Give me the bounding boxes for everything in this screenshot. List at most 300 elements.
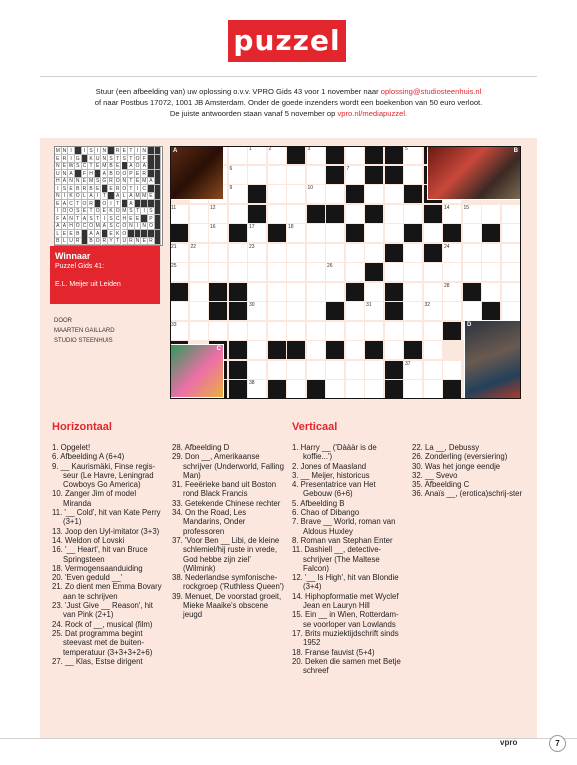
grid-cell[interactable] [502, 283, 520, 301]
solution-cell [155, 237, 162, 245]
solution-cell: C [142, 185, 147, 192]
solution-cell: E [102, 207, 109, 215]
solution-cell: N [55, 163, 60, 169]
grid-cell[interactable] [463, 205, 481, 223]
grid-cell[interactable] [346, 244, 364, 262]
black-cell [326, 341, 344, 359]
solution-cell: O [69, 208, 74, 214]
solution-cell: L [55, 230, 62, 238]
clue-number: 32 [424, 302, 431, 308]
grid-cell[interactable] [502, 263, 520, 281]
grid-cell[interactable] [268, 322, 286, 340]
solution-cell: L [82, 192, 89, 200]
grid-cell[interactable] [502, 224, 520, 242]
grid-cell[interactable] [443, 244, 461, 262]
black-cell [268, 341, 286, 359]
solution-cell: T [88, 207, 95, 215]
grid-cell[interactable] [502, 302, 520, 320]
intro-line-3: De juiste antwoorden staan vanaf 5 november op [169, 109, 338, 118]
solution-cell: T [128, 185, 135, 193]
solution-cell: K [115, 230, 122, 238]
grid-cell[interactable] [248, 224, 266, 242]
grid-cell[interactable] [424, 380, 442, 398]
grid-cell[interactable] [248, 341, 266, 359]
grid-cell[interactable] [443, 361, 461, 379]
grid-cell[interactable] [365, 244, 383, 262]
grid-cell[interactable] [268, 361, 286, 379]
grid-cell[interactable] [482, 263, 500, 281]
clue: 16. '__ Heart', hit van Bruce Springsteen [52, 545, 148, 564]
solution-cell: A [62, 177, 69, 185]
grid-cell[interactable] [346, 166, 364, 184]
solution-cell: E [95, 162, 102, 170]
grid-cell[interactable] [463, 302, 481, 320]
clue: 20. Deken die samen met Betje schreef [292, 656, 401, 676]
solution-cell: E [82, 207, 89, 215]
grid-cell[interactable] [443, 205, 461, 223]
grid-cell[interactable] [346, 205, 364, 223]
grid-cell[interactable] [248, 283, 266, 301]
grid-cell[interactable] [287, 380, 305, 398]
grid-cell[interactable] [424, 224, 442, 242]
solution-cell: A [128, 192, 135, 200]
clue-number: 1 [249, 146, 252, 152]
grid-cell[interactable] [229, 146, 247, 164]
solution-cell: O [122, 170, 127, 177]
black-cell [229, 224, 247, 242]
solution-cell: R [75, 238, 80, 244]
black-cell [365, 263, 383, 281]
clue: 14. Hiphopformatie met Wyclef Jean en Lauryn Hill [292, 591, 399, 611]
solution-cell: W [68, 163, 74, 169]
grid-cell[interactable] [404, 302, 422, 320]
grid-cell[interactable] [170, 302, 188, 320]
black-cell [443, 380, 461, 398]
grid-cell[interactable] [268, 166, 286, 184]
grid-cell[interactable] [307, 341, 325, 359]
winner-name: E.L. Meijer uit Leiden [55, 281, 121, 288]
grid-cell[interactable] [307, 166, 325, 184]
clue: 28. Afbeelding D [172, 443, 230, 452]
grid-cell[interactable] [463, 244, 481, 262]
clue-number: 17 [249, 224, 255, 230]
grid-cell[interactable] [385, 185, 403, 203]
grid-cell[interactable] [287, 185, 305, 203]
solution-cell: M [55, 148, 60, 154]
solution-cell: O [95, 208, 100, 214]
black-cell [209, 302, 227, 320]
grid-cell[interactable] [190, 205, 208, 223]
black-cell [229, 283, 247, 301]
grid-cell[interactable] [326, 283, 344, 301]
solution-cell: H [89, 170, 93, 177]
clue: 18. Vermogensaanduiding [52, 563, 143, 573]
grid-cell[interactable] [287, 224, 305, 242]
solution-cell: N [69, 215, 73, 222]
solution-cell: H [69, 223, 73, 229]
clue: 23. 'Just Give __ Reason', hit van Pink (2+1) [52, 601, 153, 620]
grid-cell[interactable] [404, 322, 422, 340]
grid-cell[interactable] [307, 146, 325, 164]
solution-cell: A [82, 215, 89, 223]
credits-studio: STUDIO STEENHUIS [54, 338, 113, 344]
grid-cell[interactable] [326, 185, 344, 203]
solution-cell: T [75, 200, 82, 208]
horizontal-clues-col-2 [172, 443, 284, 620]
grid-cell[interactable] [404, 263, 422, 281]
black-cell [404, 341, 422, 359]
grid-cell[interactable] [365, 185, 383, 203]
solution-cell: N [69, 178, 73, 184]
clue-number: 5 [405, 146, 408, 152]
grid-cell[interactable] [404, 283, 422, 301]
grid-cell[interactable] [365, 361, 383, 379]
solution-cell: F [141, 155, 148, 163]
vertical-heading: Verticaal [292, 421, 338, 433]
grid-cell[interactable] [404, 380, 422, 398]
grid-cell[interactable] [424, 361, 442, 379]
grid-cell[interactable] [248, 244, 266, 262]
clue: 13. Joop den Uyl-imitator (3+3) [52, 526, 160, 536]
grid-cell[interactable] [346, 302, 364, 320]
header-divider [40, 76, 537, 77]
solution-cell: T [115, 155, 122, 163]
solution-cell: C [82, 163, 87, 169]
black-cell [365, 146, 383, 164]
winner-box [50, 246, 160, 304]
solution-cell: A [68, 170, 75, 178]
solution-cell: E [68, 230, 75, 238]
grid-cell[interactable] [443, 302, 461, 320]
grid-cell[interactable] [502, 205, 520, 223]
grid-cell[interactable] [229, 263, 247, 281]
grid-cell[interactable] [209, 205, 227, 223]
clue-number: 31 [366, 302, 372, 308]
grid-cell[interactable] [190, 244, 208, 262]
solution-cell: E [95, 185, 102, 193]
solution-cell: O [102, 200, 107, 207]
grid-cell[interactable] [346, 361, 364, 379]
solution-cell: R [62, 155, 67, 162]
grid-cell[interactable] [229, 322, 247, 340]
solution-cell: I [82, 147, 89, 155]
solution-cell: N [135, 238, 140, 244]
grid-cell[interactable] [190, 283, 208, 301]
solution-cell: E [55, 155, 62, 163]
grid-cell[interactable] [170, 263, 188, 281]
black-cell [268, 224, 286, 242]
black-cell [482, 302, 500, 320]
grid-cell[interactable] [346, 322, 364, 340]
grid-cell[interactable] [229, 205, 247, 223]
solution-cell: R [129, 238, 133, 244]
grid-cell[interactable] [424, 322, 442, 340]
grid-cell[interactable] [404, 205, 422, 223]
solution-cell: C [115, 223, 120, 229]
clue-number: 15 [463, 204, 470, 211]
solution-cell: G [102, 178, 107, 184]
grid-cell[interactable] [326, 263, 344, 281]
grid-cell[interactable] [190, 322, 208, 340]
solution-cell: R [109, 178, 113, 184]
winner-title: Winnaar [55, 251, 91, 261]
solution-cell: S [108, 155, 115, 163]
solution-cell: E [141, 237, 148, 245]
grid-cell[interactable] [346, 380, 364, 398]
grid-cell[interactable] [346, 263, 364, 281]
solution-cell: I [102, 215, 109, 223]
solution-cell: H [122, 215, 127, 222]
grid-cell[interactable] [268, 205, 286, 223]
grid-cell[interactable] [346, 146, 364, 164]
grid-cell[interactable] [326, 322, 344, 340]
solution-cell: B [108, 162, 115, 170]
vertical-clues-col-2 [412, 443, 524, 499]
black-cell [463, 283, 481, 301]
solution-cell: R [82, 185, 87, 192]
solution-cell: A [62, 222, 69, 230]
grid-cell[interactable] [287, 283, 305, 301]
grid-cell[interactable] [170, 244, 188, 262]
grid-cell[interactable] [404, 166, 422, 184]
grid-cell[interactable] [385, 205, 403, 223]
solution-cell: A [102, 170, 109, 178]
grid-cell[interactable] [229, 244, 247, 262]
grid-cell[interactable] [287, 302, 305, 320]
grid-cell[interactable] [424, 263, 442, 281]
solution-cell: B [75, 185, 82, 193]
solution-cell: B [88, 185, 95, 193]
solution-link[interactable]: vpro.nl/mediapuzzel. [337, 109, 408, 118]
clue-number: 12 [210, 204, 216, 211]
clue: 29. Don __, Amerikaanse schrijver (Underworld, Falling Man) [172, 452, 284, 480]
grid-cell[interactable] [365, 380, 383, 398]
solution-cell: E [122, 147, 129, 155]
email-link[interactable]: oplossing@studiosteenhuis.nl [380, 87, 482, 96]
grid-cell[interactable] [307, 224, 325, 242]
solution-cell: T [88, 162, 95, 170]
solution-cell: E [82, 177, 89, 185]
grid-cell[interactable] [248, 322, 266, 340]
clue: 14. Weldon of Lovski [52, 535, 125, 545]
grid-cell[interactable] [268, 283, 286, 301]
clue-number: 30 [249, 302, 255, 308]
grid-cell[interactable] [307, 302, 325, 320]
grid-cell[interactable] [326, 380, 344, 398]
photo-a-label: A [173, 148, 178, 154]
grid-cell[interactable] [287, 205, 305, 223]
solution-cell: U [69, 238, 73, 244]
grid-cell[interactable] [482, 283, 500, 301]
black-cell [268, 380, 286, 398]
solution-cell: N [62, 148, 67, 154]
grid-cell[interactable] [268, 146, 286, 164]
grid-cell[interactable] [190, 263, 208, 281]
solution-cell: U [95, 155, 100, 162]
solution-cell: I [62, 192, 69, 200]
grid-cell[interactable] [209, 224, 227, 242]
solution-cell: S [128, 207, 135, 215]
grid-cell[interactable] [307, 244, 325, 262]
solution-cell: E [108, 185, 115, 193]
black-cell [385, 166, 403, 184]
photo-d [464, 320, 521, 399]
grid-cell[interactable] [248, 380, 266, 398]
grid-cell[interactable] [404, 361, 422, 379]
grid-cell[interactable] [248, 263, 266, 281]
clue: 37. 'Voor Ben __ Libi, de kleine schlemiel/hij ruste in vrede, God hebbe zijn ziel' (Wilmink) [172, 535, 280, 573]
grid-cell[interactable] [404, 244, 422, 262]
solution-cell: M [102, 163, 107, 169]
grid-cell[interactable] [287, 244, 305, 262]
grid-cell[interactable] [365, 302, 383, 320]
solution-cell: R [115, 148, 120, 154]
grid-cell[interactable] [170, 322, 188, 340]
solution-cell: O [75, 223, 80, 229]
grid-cell[interactable] [502, 244, 520, 262]
solution-cell: A [128, 200, 135, 208]
clue: 11. '__ Cold', hit van Kate Perry (3+1) [52, 508, 161, 527]
solution-cell: G [75, 155, 80, 162]
grid-cell[interactable] [404, 146, 422, 164]
solution-cell: M [142, 193, 147, 199]
solution-cell: M [95, 223, 100, 229]
clue-number: 9 [229, 185, 233, 191]
black-cell [346, 224, 364, 242]
grid-cell[interactable] [424, 302, 442, 320]
clue-number: 38 [249, 380, 255, 386]
grid-cell[interactable] [248, 302, 266, 320]
grid-cell[interactable] [482, 244, 500, 262]
solution-cell: M [88, 178, 94, 184]
solution-cell: Y [108, 237, 115, 245]
solution-cell: C [82, 223, 87, 229]
grid-cell[interactable] [365, 283, 383, 301]
clue-number: 7 [346, 165, 350, 172]
grid-cell[interactable] [326, 224, 344, 242]
grid-cell[interactable] [346, 341, 364, 359]
grid-cell[interactable] [248, 361, 266, 379]
grid-cell[interactable] [365, 224, 383, 242]
clue-number: 2 [268, 146, 272, 152]
solution-cell: H [55, 178, 60, 184]
black-cell [346, 283, 364, 301]
clue: 9. __ Kaurismäki, Finse regis-seur (Le Havre, Leningrad Cowboys Go America) [52, 461, 156, 490]
grid-cell[interactable] [326, 244, 344, 262]
solution-cell: A [55, 222, 62, 230]
grid-cell[interactable] [209, 263, 227, 281]
solution-cell: I [135, 185, 142, 193]
grid-cell[interactable] [190, 302, 208, 320]
solution-cell: I [135, 147, 142, 155]
grid-cell[interactable] [229, 166, 247, 184]
clue: 34. On the Road, Les Mandarins, Onder professoren [172, 508, 247, 536]
clue: 25. Dat programma begint steevast met de buiten-temperatuur (3+3+3+2+6) [52, 628, 153, 657]
black-cell [248, 185, 266, 203]
black-cell [307, 380, 325, 398]
grid-cell[interactable] [248, 166, 266, 184]
solution-cell: B [55, 237, 62, 245]
grid-cell[interactable] [385, 341, 403, 359]
grid-cell[interactable] [424, 283, 442, 301]
grid-cell[interactable] [365, 322, 383, 340]
black-cell [170, 224, 188, 242]
grid-cell[interactable] [463, 263, 481, 281]
solution-cell: O [115, 170, 120, 177]
grid-cell[interactable] [424, 341, 442, 359]
grid-cell[interactable] [190, 224, 208, 242]
grid-cell[interactable] [307, 185, 325, 203]
grid-cell[interactable] [170, 205, 188, 223]
grid-cell[interactable] [443, 283, 461, 301]
grid-cell[interactable] [385, 322, 403, 340]
grid-cell[interactable] [287, 361, 305, 379]
solution-cell: R [142, 170, 147, 177]
grid-cell[interactable] [307, 283, 325, 301]
grid-cell[interactable] [443, 263, 461, 281]
photo-b [427, 146, 521, 200]
grid-cell[interactable] [268, 244, 286, 262]
clue: 1. Harry __ ('Dàààr is de koffie...') [292, 443, 377, 462]
solution-cell: O [148, 223, 153, 229]
grid-cell[interactable] [326, 361, 344, 379]
clue-number: 22 [190, 243, 197, 250]
solution-cell: I [108, 200, 115, 208]
clue: 2. Jones of Maasland [292, 461, 367, 471]
grid-cell[interactable] [287, 322, 305, 340]
clue-number: 18 [288, 224, 294, 230]
solution-cell: T [128, 147, 135, 155]
solution-cell: I [55, 185, 62, 193]
black-cell [209, 283, 227, 301]
grid-cell[interactable] [209, 322, 227, 340]
grid-cell[interactable] [229, 185, 247, 203]
clue-number: 11 [171, 204, 177, 211]
grid-cell[interactable] [287, 263, 305, 281]
black-cell [482, 224, 500, 242]
grid-cell[interactable] [268, 263, 286, 281]
clue: 32. __ Svevo [412, 470, 458, 480]
black-cell [248, 205, 266, 223]
grid-cell[interactable] [307, 263, 325, 281]
solution-cell: N [102, 148, 107, 154]
grid-cell[interactable] [385, 224, 403, 242]
grid-cell[interactable] [482, 205, 500, 223]
grid-cell[interactable] [385, 263, 403, 281]
solution-cell: E [148, 192, 155, 200]
grid-cell[interactable] [268, 185, 286, 203]
solution-cell: R [115, 185, 120, 192]
clue-number: 28 [444, 282, 450, 289]
grid-cell[interactable] [307, 322, 325, 340]
clue-number: 6 [229, 165, 233, 172]
grid-cell[interactable] [463, 224, 481, 242]
solution-cell: A [148, 177, 155, 185]
grid-cell[interactable] [287, 166, 305, 184]
grid-cell[interactable] [268, 302, 286, 320]
grid-cell[interactable] [307, 361, 325, 379]
solution-cell: I [95, 147, 102, 155]
puzzel-logo: puzzel [228, 20, 346, 62]
solution-cell: E [68, 185, 75, 193]
solution-cell: E [115, 162, 122, 170]
grid-cell[interactable] [209, 244, 227, 262]
solution-cell: O [122, 223, 127, 229]
photo-b-label: B [513, 148, 518, 154]
grid-cell[interactable] [248, 146, 266, 164]
clue-number: 16 [210, 224, 216, 230]
solution-cell: T [95, 215, 102, 223]
